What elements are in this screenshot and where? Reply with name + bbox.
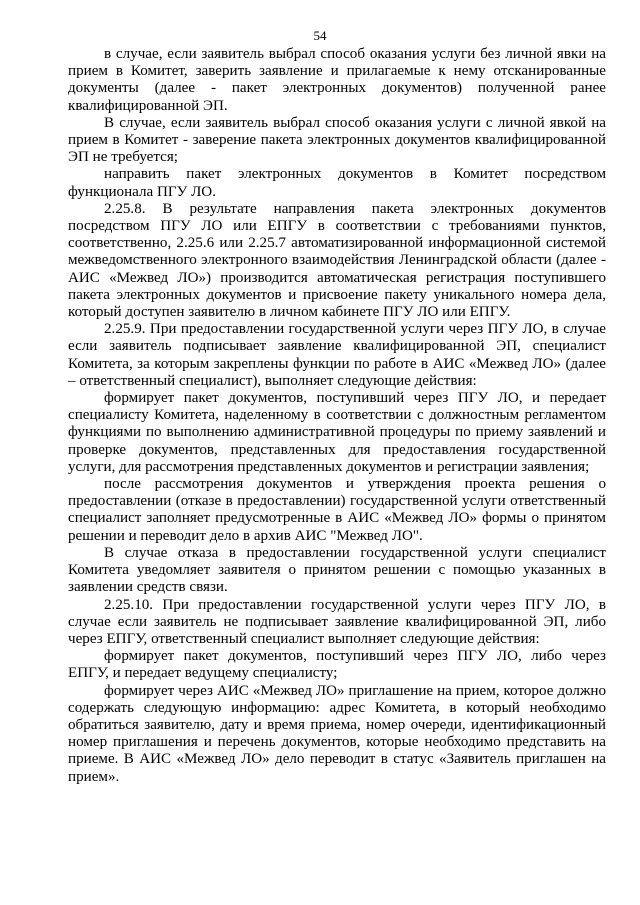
paragraph: в случае, если заявитель выбрал способ оказания услуги без личной явки на прием в Комитет, заверить заявление и прилагаемые к нему отсканированные документы (далее - пакет электронных документов) полученной ранее квалифицированной ЭП. <box>68 46 606 114</box>
paragraph: 2.25.8. В результате направления пакета электронных документов посредством ПГУ ЛО или ЕПГУ в соответствии с требованиями пунктов, соответственно, 2.25.6 или 2.25.7 автоматизированной информационной системой межведомственного электронного взаимодействия Ленинградской области (далее - АИС «Межвед ЛО») производится автоматическая регистрация поступившего пакета электронных документов и присвоение пакету уникального номера дела, который доступен заявителю в личном кабинете ПГУ ЛО или ЕПГУ. <box>68 200 606 321</box>
paragraph: формирует пакет документов, поступивший через ПГУ ЛО, и передает специалисту Комитета, наделенному в соответствии с должностным регламентом функциями по выполнению административной процедуры по приему заявлений и проверке документов, представленных для предоставления государственной услуги, для рассмотрения представленных документов и регистрации заявления; <box>68 390 606 475</box>
paragraph: 2.25.9. При предоставлении государственной услуги через ПГУ ЛО, в случае если заявитель подписывает заявление квалифицированной ЭП, специалист Комитета, за которым закреплены функции по работе в АИС «Межвед ЛО» (далее – ответственный специалист), выполняет следующие действия: <box>68 321 606 389</box>
document-body <box>68 46 606 786</box>
page-number: 54 <box>313 28 327 43</box>
paragraph: после рассмотрения документов и утверждения проекта решения о предоставлении (отказе в предоставлении) государственной услуги ответственный специалист заполняет предусмотренные в АИС «Межвед ЛО» формы о принятом решении и переводит дело в архив АИС "Межвед ЛО". <box>68 476 606 544</box>
paragraph: направить пакет электронных документов в Комитет посредством функционала ПГУ ЛО. <box>68 166 606 200</box>
paragraph: формирует пакет документов, поступивший через ПГУ ЛО, либо через ЕПГУ, и передает ведущему специалисту; <box>68 648 606 682</box>
paragraph: В случае, если заявитель выбрал способ оказания услуги с личной явкой на прием в Комитет - заверение пакета электронных документов квалифицированной ЭП не требуется; <box>68 114 606 166</box>
paragraph: формирует через АИС «Межвед ЛО» приглашение на прием, которое должно содержать следующую информацию: адрес Комитета, в который необходимо обратиться заявителю, дату и время приема, номер очереди, идентификационный номер приглашения и перечень документов, которые необходимо представить на приеме. В АИС «Межвед ЛО» дело переводит в статус «Заявитель приглашен на прием». <box>68 682 606 785</box>
paragraph: В случае отказа в предоставлении государственной услуги специалист Комитета уведомляет заявителя о принятом решении с помощью указанных в заявлении средств связи. <box>68 544 606 596</box>
paragraph: 2.25.10. При предоставлении государственной услуги через ПГУ ЛО, в случае если заявитель не подписывает заявление квалифицированной ЭП, либо через ЕПГУ, ответственный специалист выполняет следующие действия: <box>68 596 606 647</box>
